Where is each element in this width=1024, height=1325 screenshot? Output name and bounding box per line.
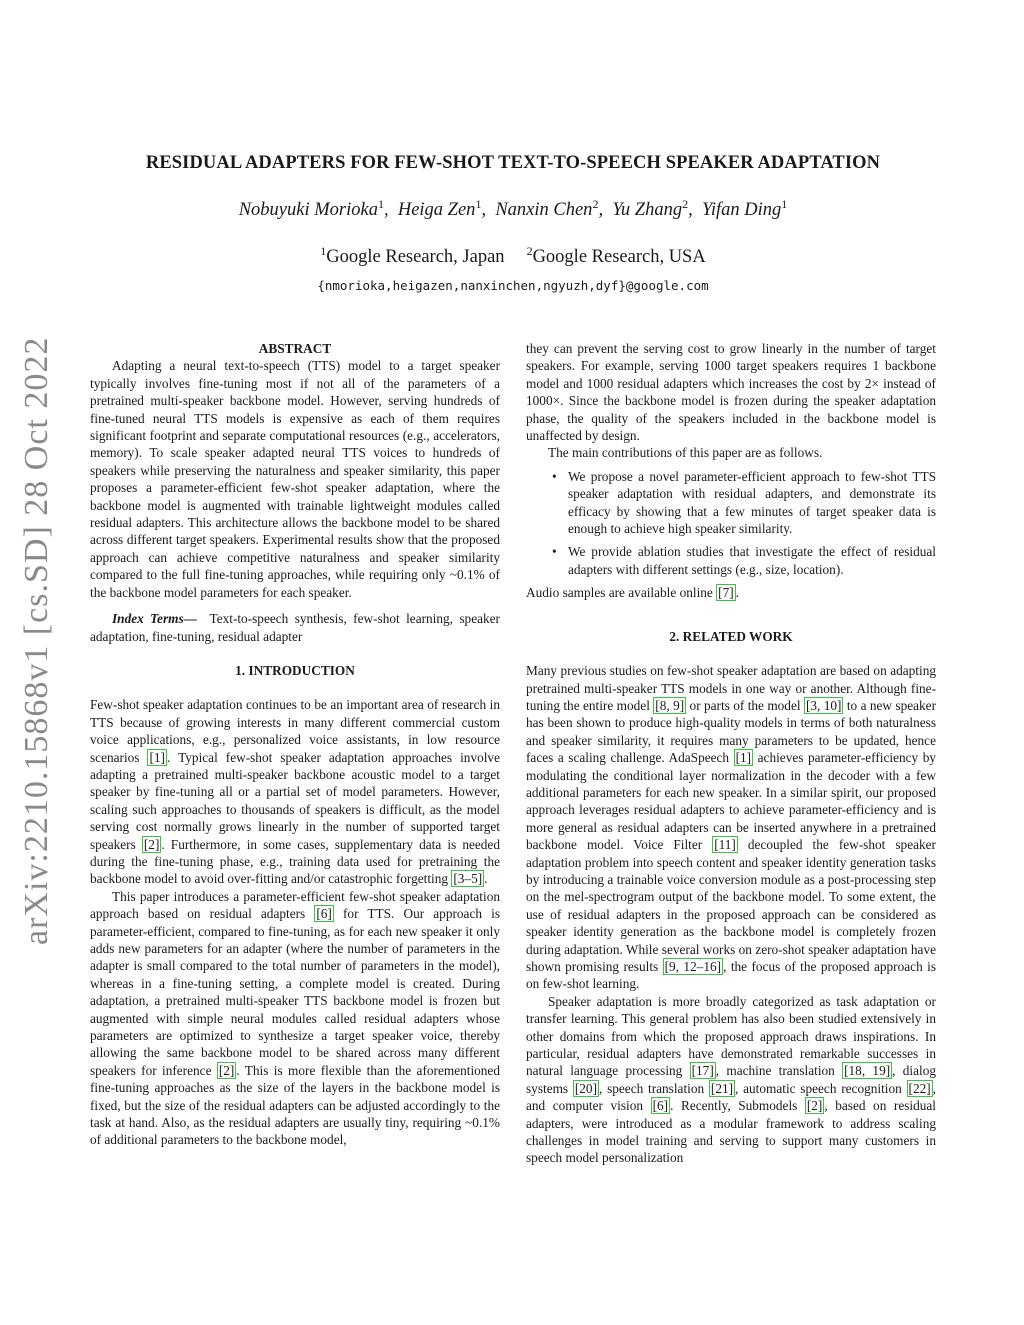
citation-link[interactable]: [18, 19] xyxy=(844,1063,891,1079)
affiliation: Google Research, Japan xyxy=(326,247,505,268)
citation-link[interactable]: [11] xyxy=(714,837,736,853)
citation-link[interactable]: [7] xyxy=(718,585,734,601)
section-heading-introduction: 1. INTRODUCTION xyxy=(235,662,355,678)
list-item: • We propose a novel parameter-efficient approach to few-shot TTS speaker adaptation with residual adapters, and demonstrate its efficacy by showing that a few minutes of target speaker data is enough to achieve high speaker similarity. xyxy=(568,468,936,538)
author-list: Nobuyuki Morioka$^1$, Heiga Zen$^1$, Nanxin Chen$^2$, Yu Zhang$^2$, Yifan Ding$^1$ xyxy=(238,197,788,221)
list-item: • We provide ablation studies that investigate the effect of residual adapters with different settings (e.g., size, location). xyxy=(568,543,936,578)
citation-link[interactable]: [8, 9] xyxy=(655,697,685,713)
citation-link[interactable]: [3–5] xyxy=(453,871,483,887)
citation-link[interactable]: [3, 10] xyxy=(805,697,842,713)
affiliations: $^1$Google Research, Japan $^2$Google Research, USA xyxy=(320,244,706,268)
abstract-heading: ABSTRACT xyxy=(258,341,332,356)
citation-link[interactable]: [9, 12–16] xyxy=(664,959,722,974)
intro-continuation: they can prevent the serving cost to grow linearly in the number of target speakers. For example, serving 1000 target speakers requires 1 backbone model and 1000 residual adapters which increases the cost by 2× instead of 1000×. Since the backbone model is frozen during the speaker adaptation phase, the quality of the speakers included in the backbone model is unaffected by design. xyxy=(526,341,936,444)
right-column xyxy=(526,340,936,1167)
author: Nanxin Chen xyxy=(495,200,593,221)
citation-link[interactable]: [6] xyxy=(652,1098,669,1114)
intro-paragraph-2: This paper introduces a parameter-efficient few-shot speaker adaptation approach based on residual adapters [6] for TTS. Our approach is parameter-efficient, compared to fine-tuning, as for each new speaker it only adds new parameters for an adapter (where the number of parameters in the adapter is small compared to the total number of parameters in the model), whereas in a fine-tuning setting, a complete model is created. During adaptation, a pretrained multi-speaker TTS backbone model is frozen but augmented with simple neural modules called residual adapters whose parameters are optimized to synthesize a target speaker voice, thereby allowing the same backbone model to be shared across many different speakers for inference [2] . This is more flexible than the aforementioned fine-tuning approaches as the size of the layers in the backbone model is fixed, but the size of the residual adapters can be adjusted accordingly to the task at hand. Also, as the residual adapters are usually tiny, requiring ~0.1% of additional parameters to the backbone model, xyxy=(90,888,501,1148)
related-work-paragraph-1: Many previous studies on few-shot speaker adaptation are based on adapting pretrained multi-speaker TTS models in one way or another. Although fine-tuning the entire model [8, 9] or parts of the model [3, 10] to a new speaker has been shown to produce high-quality models in terms of both naturalness and speaker similarity, it requires many parameters to be updated, hence faces a scaling challenge. AdaSpeech [1] achieves parameter-efficiency by modulating the conditional layer normalization in the decoder with a few additional parameters for each new speaker. In a similar spirit, our proposed approach leverages residual adapters to achieve parameter-efficiency and is more general as residual adapters can be inserted anywhere in a pretrained backbone model. Voice Filter [11] decoupled the few-shot speaker adaptation problem into speech content and speaker identity generation tasks by introducing a trainable voice conversion module as a post-processing step on the mel-spectrogram output of the backbone model. To some extent, the use of residual adapters in the proposed approach can be considered as speaker identity generation as the backbone model is completely frozen during adaptation. While several works on zero-shot speaker adaptation have shown promising results [9, 12–16] , the focus of the proposed approach is on few-shot learning. xyxy=(526,663,937,992)
citation-link[interactable]: [2] xyxy=(806,1098,823,1114)
author: Yifan Ding xyxy=(701,200,782,221)
citation-link[interactable]: [20] xyxy=(574,1080,598,1096)
author: Heiga Zen xyxy=(397,200,476,221)
arxiv-identifier: arXiv:2210.15868v1 [cs.SD] 28 Oct 2022 xyxy=(18,336,55,945)
index-terms: Index Terms— Text-to-speech synthesis, few-shot learning, speaker adaptation, fine-tuning, residual adapter xyxy=(90,611,500,644)
contributions-list xyxy=(526,468,936,578)
citation-link[interactable]: [2] xyxy=(218,1062,235,1078)
paper-title: RESIDUAL ADAPTERS FOR FEW-SHOT TEXT-TO-SPEECH SPEAKER ADAPTATION xyxy=(145,153,881,173)
citation-link[interactable]: [17] xyxy=(691,1063,714,1079)
related-work-paragraph-2: Speaker adaptation is more broadly categorized as task adaptation or transfer learning. This general problem has also been studied extensively in other domains from which the proposed approach draws inspirations. In particular, residual adapters have demonstrated remarkable successes in natural language processing [17] , machine translation [18, 19] , dialog systems [20] , speech translation [21] , automatic speech recognition [22] , and computer vision [6] . Recently, Submodels [2] , based on residual adapters, were introduced as a modular framework to address scaling challenges in model training and serving to support many customers in speech model personalization xyxy=(526,993,936,1166)
abstract-text: Adapting a neural text-to-speech (TTS) model to a target speaker typically involves fine-tuning most if not all of the parameters of a pretrained multi-speaker backbone model. However, serving hundreds of fine-tuned neural TTS models is expensive as each of them requires significant footprint and separate computational resources (e.g., accelerators, memory). To scale speaker adapted neural TTS voices to hundreds of speakers while preserving the naturalness and speaker similarity, this paper proposes a parameter-efficient few-shot speaker adaptation, where the backbone model is augmented with trainable lightweight modules called residual adapters. This architecture allows the backbone model to be shared across different target speakers. Experimental results show that the proposed approach can achieve competitive naturalness and speaker similarity compared to the full fine-tuning approaches, while requiring only ~0.1% of the backbone model parameters for each speaker. xyxy=(90,358,500,600)
section-heading-related-work: 2. RELATED WORK xyxy=(669,628,793,644)
author-emails: {nmorioka,heigazen,nanxinchen,ngyuzh,dyf}@google.com xyxy=(317,278,709,293)
citation-link[interactable]: [1] xyxy=(149,749,165,765)
citation-link[interactable]: [22] xyxy=(908,1080,931,1096)
audio-samples-note: Audio samples are available online [7] . xyxy=(526,585,739,601)
author: Nobuyuki Morioka xyxy=(238,200,378,221)
citation-link[interactable]: [6] xyxy=(316,906,332,922)
citation-link[interactable]: [21] xyxy=(710,1080,734,1096)
contributions-intro: The main contributions of this paper are as follows. xyxy=(548,445,823,461)
intro-paragraph-1: Few-shot speaker adaptation continues to be an important area of research in TTS because of growing interests in many different commercial custom voice applications, e.g., personalized voice assistants, in low resource scenarios [1] . Typical few-shot speaker adaptation approaches involve adapting a pretrained multi-speaker backbone acoustic model to a target speaker by fine-tuning all or a partial set of model parameters. However, scaling such approaches to thousands of speakers is difficult, as the model serving cost normally grows linearly in the number of supported target speakers [2] . Furthermore, in some cases, supplementary data is needed during the fine-tuning phase, e.g., training data used for pretraining the backbone model to avoid over-fitting and/or catastrophic forgetting [3–5] . xyxy=(90,697,500,887)
citation-link[interactable]: [2] xyxy=(143,836,160,852)
affiliation: Google Research, USA xyxy=(532,247,706,268)
left-column xyxy=(90,340,500,1149)
index-terms-label: Index Terms— xyxy=(112,611,197,627)
citation-link[interactable]: [1] xyxy=(735,750,752,766)
author: Yu Zhang xyxy=(612,200,683,221)
